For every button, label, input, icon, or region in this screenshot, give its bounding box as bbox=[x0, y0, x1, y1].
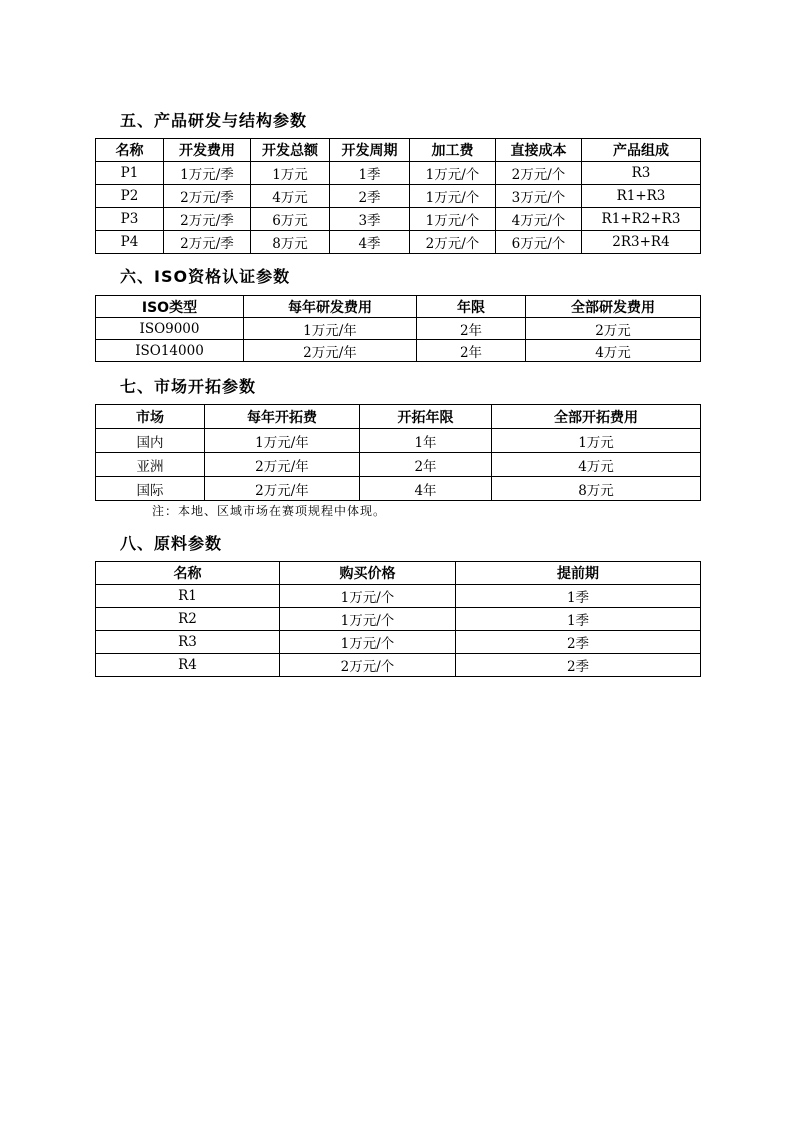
table-cell: 2年 bbox=[417, 318, 526, 340]
table-cell: 1季 bbox=[330, 162, 410, 185]
header-cell: 加工费 bbox=[410, 139, 496, 162]
table-cell: 3万元/个 bbox=[496, 185, 582, 208]
table-cell: 1季 bbox=[456, 608, 701, 631]
table-cell: 1万元/个 bbox=[410, 162, 496, 185]
header-cell: 开拓年限 bbox=[360, 405, 492, 429]
table-row bbox=[96, 631, 701, 654]
header-cell: 名称 bbox=[96, 139, 164, 162]
table-cell: 2万元/季 bbox=[164, 231, 251, 254]
header-cell: 购买价格 bbox=[280, 562, 456, 585]
table-cell: 1万元/个 bbox=[410, 185, 496, 208]
table-header-row bbox=[96, 562, 701, 585]
table-cell: P3 bbox=[96, 208, 164, 231]
section-8-title: 八、原料参数 bbox=[120, 534, 223, 553]
table-cell: 3季 bbox=[330, 208, 410, 231]
table-row bbox=[96, 185, 701, 208]
header-cell: ISO类型 bbox=[96, 296, 244, 318]
market-development-table bbox=[95, 404, 701, 501]
table-cell: 亚洲 bbox=[96, 453, 205, 477]
table-cell: ISO14000 bbox=[96, 340, 244, 362]
section-7-title: 七、市场开拓参数 bbox=[120, 377, 257, 396]
table-header-row bbox=[96, 405, 701, 429]
table-row bbox=[96, 654, 701, 677]
table-cell: 1年 bbox=[360, 429, 492, 453]
header-cell: 全部开拓费用 bbox=[492, 405, 701, 429]
header-cell: 开发费用 bbox=[164, 139, 251, 162]
table-cell: 2年 bbox=[417, 340, 526, 362]
table-cell: 2万元 bbox=[526, 318, 701, 340]
table-cell: 2万元/个 bbox=[496, 162, 582, 185]
section-5-title: 五、产品研发与结构参数 bbox=[120, 111, 308, 130]
table-cell: 2季 bbox=[330, 185, 410, 208]
table-cell: P1 bbox=[96, 162, 164, 185]
table-cell: 2万元/年 bbox=[205, 477, 360, 501]
table-row bbox=[96, 340, 701, 362]
table-header-row bbox=[96, 139, 701, 162]
table-cell: 4万元 bbox=[492, 453, 701, 477]
table-cell: ISO9000 bbox=[96, 318, 244, 340]
table-header-row bbox=[96, 296, 701, 318]
header-cell: 年限 bbox=[417, 296, 526, 318]
header-cell: 直接成本 bbox=[496, 139, 582, 162]
header-cell: 市场 bbox=[96, 405, 205, 429]
table-cell: 1万元 bbox=[492, 429, 701, 453]
table-cell: R3 bbox=[582, 162, 701, 185]
table-cell: R2 bbox=[96, 608, 280, 631]
table-row bbox=[96, 208, 701, 231]
table-cell: 8万元 bbox=[251, 231, 330, 254]
table-row bbox=[96, 453, 701, 477]
table-cell: 1季 bbox=[456, 585, 701, 608]
product-rd-table bbox=[95, 138, 701, 254]
table-cell: 6万元/个 bbox=[496, 231, 582, 254]
table-cell: P2 bbox=[96, 185, 164, 208]
table-cell: R1+R3 bbox=[582, 185, 701, 208]
table-cell: 4万元 bbox=[251, 185, 330, 208]
table-cell: 国际 bbox=[96, 477, 205, 501]
table-cell: 1万元/个 bbox=[280, 585, 456, 608]
table-cell: 1万元/个 bbox=[410, 208, 496, 231]
section-6-title: 六、ISO资格认证参数 bbox=[120, 267, 291, 286]
iso-certification-table bbox=[95, 295, 701, 362]
table-row bbox=[96, 477, 701, 501]
table-cell: 2R3+R4 bbox=[582, 231, 701, 254]
table-cell: 2万元/季 bbox=[164, 208, 251, 231]
header-cell: 开发周期 bbox=[330, 139, 410, 162]
table-cell: 2万元/季 bbox=[164, 185, 251, 208]
table-cell: 1万元/个 bbox=[280, 631, 456, 654]
table-cell: 1万元 bbox=[251, 162, 330, 185]
header-cell: 提前期 bbox=[456, 562, 701, 585]
table-cell: 4万元 bbox=[526, 340, 701, 362]
header-cell: 开发总额 bbox=[251, 139, 330, 162]
table-cell: 2万元/个 bbox=[280, 654, 456, 677]
table-cell: R4 bbox=[96, 654, 280, 677]
table-cell: 8万元 bbox=[492, 477, 701, 501]
table-cell: 1万元/年 bbox=[244, 318, 417, 340]
table-row bbox=[96, 231, 701, 254]
raw-material-table bbox=[95, 561, 701, 677]
table-row bbox=[96, 608, 701, 631]
table-cell: 2万元/年 bbox=[244, 340, 417, 362]
table-row bbox=[96, 585, 701, 608]
table-cell: 2季 bbox=[456, 654, 701, 677]
table-cell: 4万元/个 bbox=[496, 208, 582, 231]
market-note: 注：本地、区域市场在赛项规程中体现。 bbox=[152, 504, 387, 518]
table-cell: R1 bbox=[96, 585, 280, 608]
header-cell: 全部研发费用 bbox=[526, 296, 701, 318]
table-cell: 国内 bbox=[96, 429, 205, 453]
header-cell: 产品组成 bbox=[582, 139, 701, 162]
table-cell: 1万元/年 bbox=[205, 429, 360, 453]
table-cell: 1万元/个 bbox=[280, 608, 456, 631]
table-cell: 2万元/个 bbox=[410, 231, 496, 254]
table-row bbox=[96, 429, 701, 453]
header-cell: 每年开拓费 bbox=[205, 405, 360, 429]
table-cell: R1+R2+R3 bbox=[582, 208, 701, 231]
header-cell: 每年研发费用 bbox=[244, 296, 417, 318]
header-cell: 名称 bbox=[96, 562, 280, 585]
table-cell: 4季 bbox=[330, 231, 410, 254]
table-cell: 2季 bbox=[456, 631, 701, 654]
table-row bbox=[96, 162, 701, 185]
table-cell: 4年 bbox=[360, 477, 492, 501]
table-cell: 2万元/年 bbox=[205, 453, 360, 477]
table-cell: P4 bbox=[96, 231, 164, 254]
table-cell: R3 bbox=[96, 631, 280, 654]
table-cell: 6万元 bbox=[251, 208, 330, 231]
table-cell: 2年 bbox=[360, 453, 492, 477]
table-row bbox=[96, 318, 701, 340]
table-cell: 1万元/季 bbox=[164, 162, 251, 185]
